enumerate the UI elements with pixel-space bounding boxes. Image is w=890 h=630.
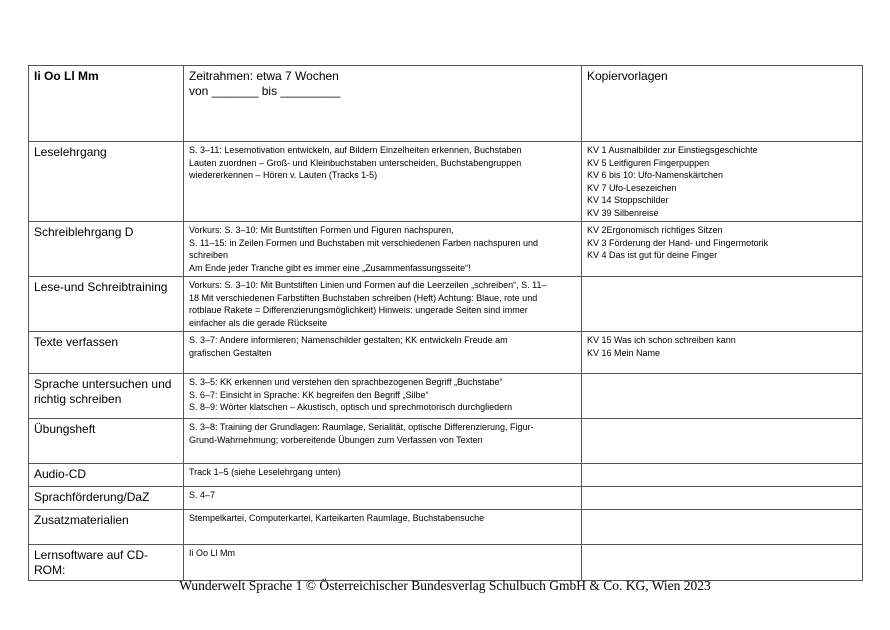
row-label xyxy=(29,419,184,464)
content-line: S. 3–11: Lesemotivation entwickeln, auf Bildern Einzelheiten erkennen, Buchstaben xyxy=(189,145,522,155)
row-label xyxy=(29,332,184,374)
row-kv xyxy=(582,222,863,277)
row-content xyxy=(184,510,582,545)
time-frame-line-1: Zeitrahmen: etwa 7 Wochen xyxy=(189,69,339,83)
copyright-footer: Wunderwelt Sprache 1 © Österreichischer Bundesverlag Schulbuch GmbH & Co. KG, Wien 2023 xyxy=(179,578,711,593)
row-content xyxy=(184,374,582,419)
row-label xyxy=(29,510,184,545)
table-row-zusatzmaterialien xyxy=(29,510,863,545)
content-line: S. 6–7: Einsicht in Sprache: KK begreifen den Begriff „Silbe“ xyxy=(189,389,429,400)
row-label-text: Sprachförderung/DaZ xyxy=(34,490,150,504)
kv-item: KV 7 Ufo-Lesezeichen xyxy=(587,182,677,193)
content-line: einfacher als die gerade Rückseite xyxy=(189,317,328,328)
content-line: schreiben xyxy=(189,250,229,260)
table-row-uebungsheft xyxy=(29,419,863,464)
row-label-text: Zusatzmaterialien xyxy=(34,513,129,527)
kv-heading-text: Kopiervorlagen xyxy=(587,69,668,83)
row-kv xyxy=(582,510,863,545)
row-kv xyxy=(582,332,863,374)
content-line: S. 4–7 xyxy=(189,490,216,500)
content-line: S. 3–7: Andere informieren; Namenschilder gestalten; KK entwickeln Freude am xyxy=(189,335,508,345)
lesson-plan-table xyxy=(28,65,863,581)
header-row xyxy=(29,66,863,142)
table-row-lese-schreibtraining xyxy=(29,277,863,332)
kv-item: KV 14 Stoppschilder xyxy=(587,195,669,205)
table-row-sprache-untersuchen xyxy=(29,374,863,419)
content-line: S. 11–15: in Zeilen Formen und Buchstaben mit verschiedenen Farben nachspuren und xyxy=(189,237,539,248)
content-line: Stempelkartei, Computerkartei, Karteikarten Raumlage, Buchstabensuche xyxy=(189,513,485,523)
content-line: Lauten zuordnen – Groß- und Kleinbuchstaben unterscheiden, Buchstabengruppen xyxy=(189,157,522,168)
row-label xyxy=(29,277,184,332)
kv-item: KV 6 bis 10: Ufo-Namenskärtchen xyxy=(587,170,724,180)
row-label xyxy=(29,464,184,487)
row-content xyxy=(184,545,582,581)
row-label-text: Audio-CD xyxy=(34,467,87,481)
row-content xyxy=(184,464,582,487)
content-line: Track 1–5 (siehe Leselehrgang unten) xyxy=(189,467,341,477)
row-label xyxy=(29,545,184,581)
row-label xyxy=(29,487,184,510)
content-line: Vorkurs: S. 3–10: Mit Buntstiften Formen und Figuren nachspuren, xyxy=(189,225,454,235)
kv-item: KV 39 Silbenreise xyxy=(587,207,659,218)
row-kv xyxy=(582,374,863,419)
row-label xyxy=(29,142,184,222)
time-frame-line-2: von _______ bis _________ xyxy=(189,84,341,98)
table-row-audio-cd xyxy=(29,464,863,487)
content-line: grafischen Gestalten xyxy=(189,347,272,358)
content-line: S. 8–9: Wörter klatschen – Akustisch, optisch und sprechmotorisch durchgliedern xyxy=(189,402,513,412)
kv-item: KV 5 Leitfiguren Fingerpuppen xyxy=(587,157,710,168)
row-kv xyxy=(582,142,863,222)
content-line: Ii Oo Ll Mm xyxy=(189,548,236,558)
content-line: 18 Mit verschiedenen Farbstiften Buchstaben schreiben (Heft) Achtung: Blaue, rote und xyxy=(189,292,538,303)
content-line: rotblaue Rakete = Differenzierungsmöglichkeit) Hinweis: ungerade Seiten sind immer xyxy=(189,305,528,315)
row-label-text: Sprache untersuchen und xyxy=(34,377,172,391)
row-content xyxy=(184,487,582,510)
row-kv xyxy=(582,419,863,464)
content-line: Am Ende jeder Tranche gibt es immer eine „Zusammenfassungsseite“! xyxy=(189,262,471,273)
row-content xyxy=(184,277,582,332)
table-row-sprachfoerderung xyxy=(29,487,863,510)
row-content xyxy=(184,222,582,277)
unit-title-text: Ii Oo Ll Mm xyxy=(34,69,99,83)
row-label-text: Lernsoftware auf CD-ROM: xyxy=(34,548,149,577)
row-label-text: richtig schreiben xyxy=(34,392,122,406)
row-label xyxy=(29,222,184,277)
kv-item: KV 1 Ausmalbilder zur Einstiegsgeschichte xyxy=(587,145,758,155)
content-line: S. 3–8: Training der Grundlagen: Raumlage, Serialität, optische Differenzierung, Figur- xyxy=(189,422,534,432)
kv-item: KV 15 Was ich schon schreiben kann xyxy=(587,335,736,345)
row-label xyxy=(29,374,184,419)
row-label-text: Übungsheft xyxy=(34,422,96,436)
kv-heading xyxy=(582,66,863,142)
unit-title xyxy=(29,66,184,142)
row-kv xyxy=(582,277,863,332)
table-row-lernsoftware xyxy=(29,545,863,581)
content-line: Vorkurs: S. 3–10: Mit Buntstiften Linien und Formen auf die Leerzeilen „schreiben“, S. 11– xyxy=(189,280,547,290)
content-line: Grund-Wahrnehmung; vorbereitende Übungen zum Verfassen von Texten xyxy=(189,434,483,445)
row-kv xyxy=(582,464,863,487)
row-label-text: Schreiblehrgang D xyxy=(34,225,134,239)
row-content xyxy=(184,142,582,222)
row-label-text: Texte verfassen xyxy=(34,335,119,349)
content-line: wiedererkennen – Hören v. Lauten (Tracks 1-5) xyxy=(189,170,378,180)
content-line: S. 3–5: KK erkennen und verstehen den sprachbezogenen Begriff „Buchstabe“ xyxy=(189,377,503,387)
kv-item: KV 4 Das ist gut für deine Finger xyxy=(587,250,718,260)
kv-item: KV 3 Förderung der Hand- und Fingermotorik xyxy=(587,237,769,248)
row-label-text: Leselehrgang xyxy=(34,145,107,159)
table-row-leselehrgang xyxy=(29,142,863,222)
kv-item: KV 2Ergonomisch richtiges Sitzen xyxy=(587,225,723,235)
row-kv xyxy=(582,487,863,510)
row-content xyxy=(184,419,582,464)
row-kv xyxy=(582,545,863,581)
time-frame xyxy=(184,66,582,142)
table-row-schreiblehrgang xyxy=(29,222,863,277)
table-row-texte-verfassen xyxy=(29,332,863,374)
row-content xyxy=(184,332,582,374)
row-label-text: Lese-und Schreibtraining xyxy=(34,280,168,294)
kv-item: KV 16 Mein Name xyxy=(587,347,661,358)
